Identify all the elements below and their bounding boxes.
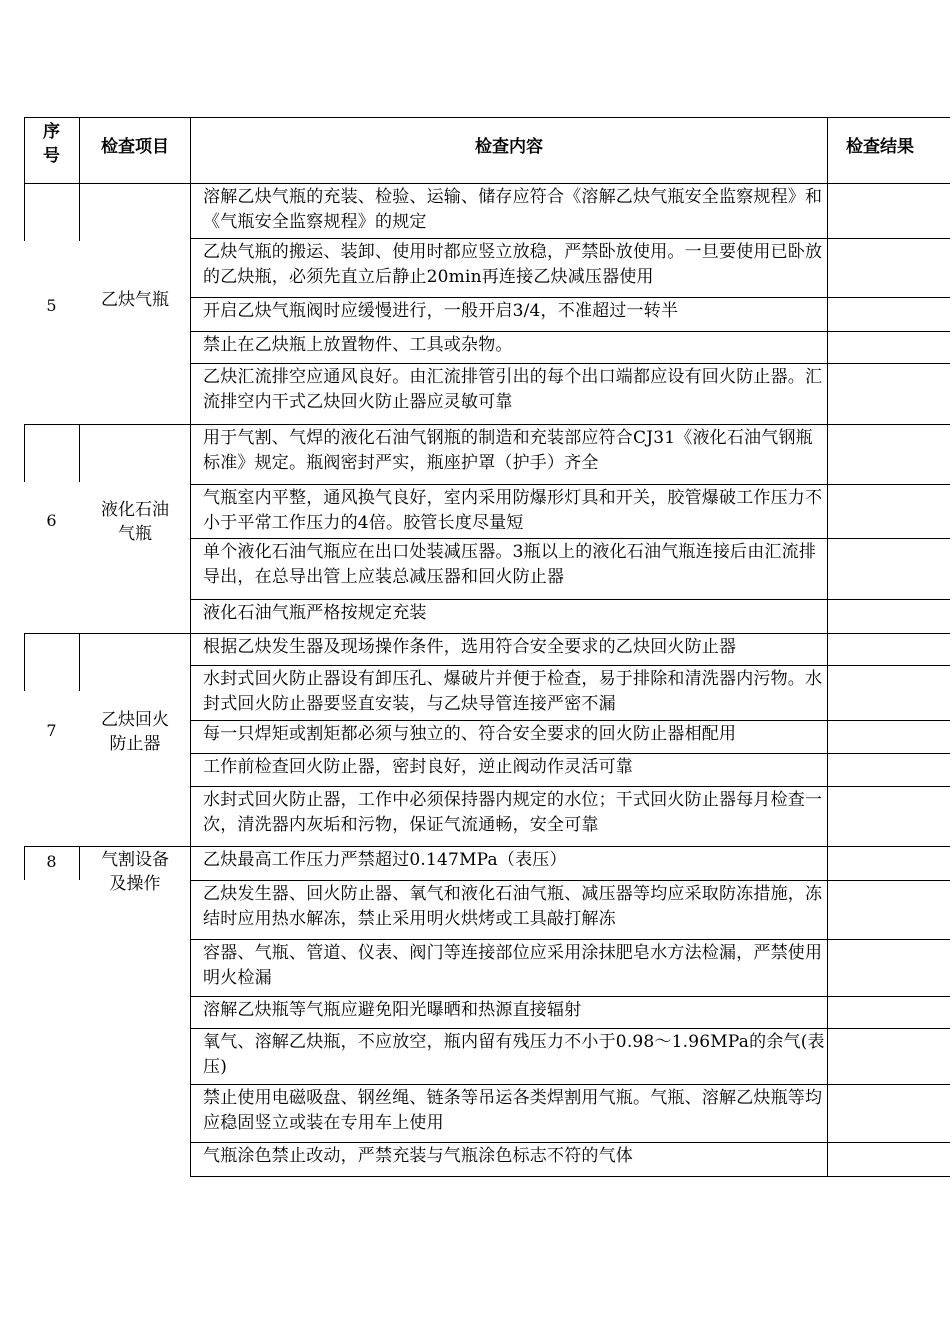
- content-row: 氧气、溶解乙炔瓶，不应放空，瓶内留有残压力不小于0.98～1.96MPa的余气(表压): [203, 1032, 825, 1077]
- grid-hline: [24, 117, 950, 118]
- grid-hline: [190, 297, 950, 298]
- content-row: 每一只焊矩或割矩都必须与独立的、符合安全要求的回火防止器相配用: [203, 724, 737, 744]
- grid-hline: [190, 1028, 950, 1029]
- header-seq: [24, 120, 79, 168]
- grid-vline: [79, 633, 80, 691]
- grid-hline: [190, 753, 950, 754]
- grid-hline: [190, 538, 950, 539]
- grid-hline: [190, 633, 950, 634]
- content-row: 禁止使用电磁吸盘、钢丝绳、链条等吊运各类焊割用气瓶。气瓶、溶解乙炔瓶等均应稳固竖立或装在专用车上使用: [203, 1088, 823, 1133]
- content-row: 气瓶涂色禁止改动，严禁充装与气瓶涂色标志不符的气体: [203, 1146, 633, 1166]
- grid-hline: [190, 786, 950, 787]
- group-item: 乙炔回火防止器: [101, 710, 169, 754]
- content-row: 水封式回火防止器设有卸压孔、爆破片并便于检查，易于排除和清洗器内污物。水封式回火防止器要竖直安装，与乙炔导管连接严密不漏: [203, 669, 823, 714]
- content-row: 溶解乙炔瓶等气瓶应避免阳光曝晒和热源直接辐射: [203, 1000, 582, 1020]
- content-row: 液化石油气瓶严格按规定充装: [203, 603, 427, 623]
- content-row: 容器、气瓶、管道、仪表、阀门等连接部位应采用涂抹肥皂水方法检漏，严禁使用明火检漏: [203, 943, 823, 988]
- content-row: 气瓶室内平整，通风换气良好，室内采用防爆形灯具和开关，胶管爆破工作压力不小于平常工作压力的4倍。胶管长度尽量短: [203, 488, 823, 533]
- group-seq: 8: [46, 852, 57, 871]
- grid-hline: [190, 846, 950, 847]
- grid-hline: [190, 1176, 950, 1177]
- group-item: 乙炔气瓶: [101, 290, 169, 310]
- content-row: 水封式回火防止器，工作中必须保持器内规定的水位；干式回火防止器每月检查一次，清洗器内灰垢和污物，保证气流通畅，安全可靠: [203, 790, 823, 835]
- grid-vline: [79, 183, 80, 241]
- grid-hline: [190, 1142, 950, 1143]
- group-item: 气割设备及操作: [101, 850, 169, 894]
- grid-hline: [190, 1084, 950, 1085]
- grid-hline: [190, 424, 950, 425]
- grid-hline: [190, 363, 950, 364]
- content-row: 禁止在乙炔瓶上放置物件、工具或杂物。: [203, 335, 513, 355]
- header-content: 检查内容: [475, 137, 543, 157]
- grid-hline: [190, 996, 950, 997]
- grid-vline: [24, 633, 25, 691]
- group-seq: 5: [46, 296, 57, 315]
- group-item: 液化石油气瓶: [101, 500, 169, 544]
- content-row: 工作前检查回火防止器，密封良好，逆止阀动作灵活可靠: [203, 757, 633, 777]
- group-seq: 7: [46, 721, 57, 740]
- grid-hline: [190, 331, 950, 332]
- content-row: 根据乙炔发生器及现场操作条件，选用符合安全要求的乙炔回火防止器: [203, 637, 737, 657]
- grid-hline: [190, 939, 950, 940]
- grid-hline: [190, 484, 950, 485]
- grid-vline: [79, 424, 80, 482]
- grid-hline: [24, 846, 190, 847]
- grid-vline: [190, 117, 191, 1177]
- content-row: 乙炔气瓶的搬运、装卸、使用时都应竖立放稳，严禁卧放使用。一旦要使用已卧放的乙炔瓶，必须先直立后静止20min再连接乙炔减压器使用: [203, 242, 823, 287]
- content-row: 乙炔汇流排空应通风良好。由汇流排管引出的每个出口端都应设有回火防止器。汇流排空内干式乙炔回火防止器应灵敏可靠: [203, 367, 823, 412]
- grid-hline: [190, 238, 950, 239]
- grid-vline: [24, 183, 25, 241]
- grid-vline: [24, 424, 25, 482]
- grid-vline: [79, 117, 80, 183]
- header-item: 检查项目: [101, 137, 169, 157]
- group-seq: 6: [46, 511, 57, 530]
- grid-vline: [24, 117, 25, 183]
- grid-hline: [24, 424, 190, 425]
- content-row: 用于气割、气焊的液化石油气钢瓶的制造和充装部应符合CJ31《液化石油气钢瓶标准》规定。瓶阀密封严实，瓶座护罩（护手）齐全: [203, 428, 813, 473]
- grid-hline: [190, 599, 950, 600]
- grid-hline: [190, 880, 950, 881]
- grid-hline: [24, 183, 190, 184]
- content-row: 乙炔最高工作压力严禁超过0.147MPa（表压）: [203, 850, 567, 870]
- content-row: 溶解乙炔气瓶的充装、检验、运输、储存应符合《溶解乙炔气瓶安全监察规程》和《气瓶安全监察规程》的规定: [203, 187, 823, 232]
- header-seq-text: 序号: [43, 122, 60, 166]
- content-row: 开启乙炔气瓶阀时应缓慢进行，一般开启3/4，不准超过一转半: [203, 301, 679, 321]
- grid-vline: [827, 117, 828, 1177]
- grid-hline: [24, 633, 190, 634]
- grid-hline: [190, 665, 950, 666]
- content-row: 单个液化石油气瓶应在出口处装减压器。3瓶以上的液化石油气瓶连接后由汇流排导出，在总导出管上应装总减压器和回火防止器: [203, 542, 817, 587]
- grid-hline: [190, 720, 950, 721]
- content-row: 乙炔发生器、回火防止器、氧气和液化石油气瓶、减压器等均应采取防冻措施，冻结时应用热水解冻，禁止采用明火烘烤或工具敲打解冻: [203, 884, 823, 929]
- header-result: 检查结果: [846, 137, 914, 157]
